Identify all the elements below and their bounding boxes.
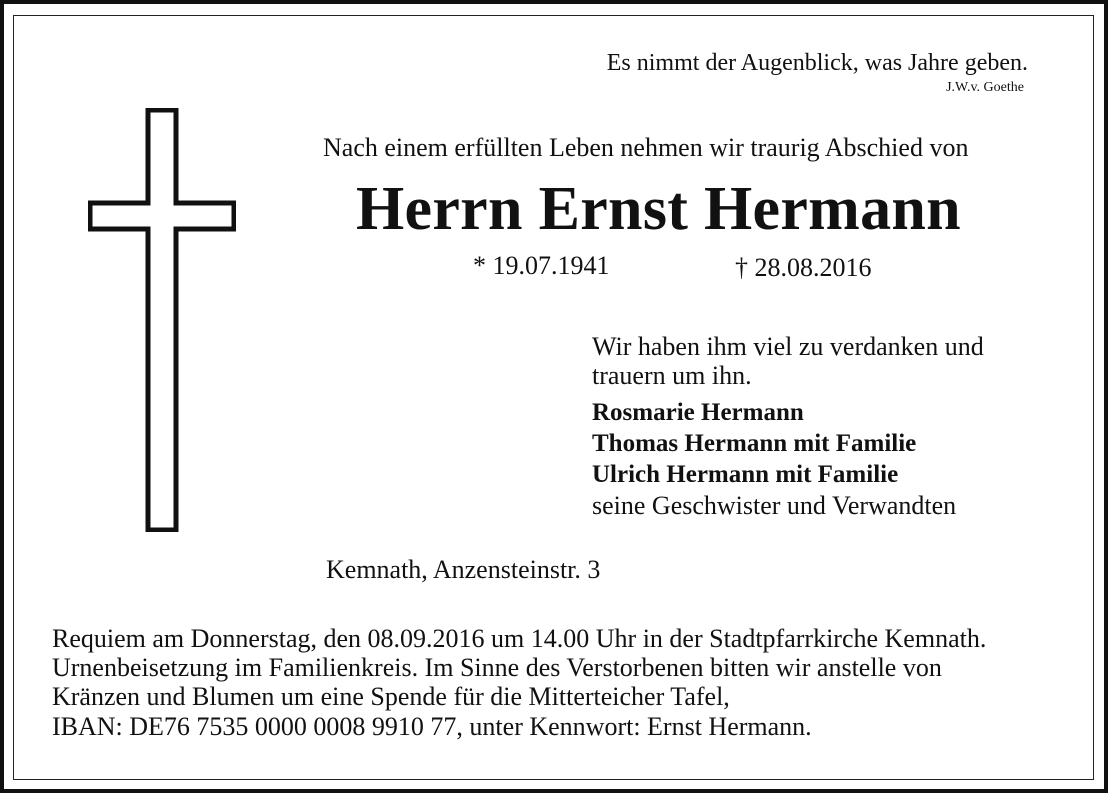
intro-text: Nach einem erfüllten Leben nehmen wir traurig Abschied von (323, 133, 969, 162)
notice-line: Requiem am Donnerstag, den 08.09.2016 um 14.00 Uhr in der Stadtpfarrkirche Kemnath. (52, 624, 987, 653)
deceased-name: Herrn Ernst Hermann (356, 175, 961, 243)
notice-line: Urnenbeisetzung im Familienkreis. Im Sinne des Verstorbenen bitten wir anstelle von (52, 653, 942, 682)
quote-author: J.W.v. Goethe (946, 80, 1024, 95)
notice-line: Kränzen und Blumen um eine Spende für die Mitterteicher Tafel, (52, 682, 730, 711)
cross-icon (88, 108, 236, 532)
iban-line: IBAN: DE76 7535 0000 0008 9910 77, unter Kennwort: Ernst Hermann. (52, 712, 812, 741)
death-date: † 28.08.2016 (735, 253, 872, 282)
birth-date: * 19.07.1941 (473, 251, 610, 280)
mourner-name: Rosmarie Hermann (592, 399, 804, 426)
relatives-text: seine Geschwister und Verwandten (592, 491, 957, 520)
service-notice (52, 624, 986, 711)
mourner-name: Ulrich Hermann mit Familie (592, 461, 899, 488)
address-text: Kemnath, Anzensteinstr. 3 (326, 555, 601, 584)
quote-text: Es nimmt der Augenblick, was Jahre geben. (606, 50, 1028, 76)
mourner-name: Thomas Hermann mit Familie (592, 430, 917, 457)
thanks-text: Wir haben ihm viel zu verdanken und trauern um ihn. (592, 332, 984, 390)
